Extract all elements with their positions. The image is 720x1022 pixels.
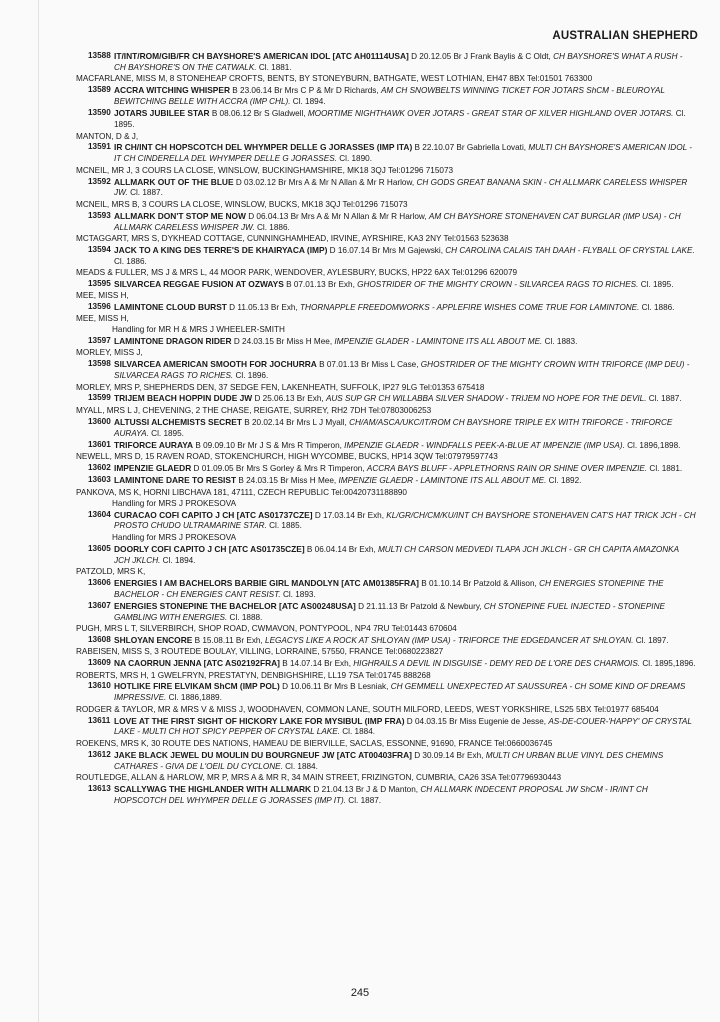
breed-header: AUSTRALIAN SHEPHERD [552, 30, 698, 42]
entry-classes: Cl. 1883. [542, 337, 578, 347]
catalogue-entry [78, 440, 696, 452]
exhibitor-line: MCNEIL, MR J, 3 COURS LA CLOSE, WINSLOW, BUCKINGHAMSHIRE, MK18 3QJ Tel:01296 715073 [76, 165, 454, 175]
pedigree: KL/GR/CH/CM/KU/INT CH BAYSHORE STONEHAVEN CAT'S HAT TRICK JCH - CH PROSTO CHUDO ULTRAMARINE STAR. [114, 510, 696, 531]
exhibitor-line: PUGH, MRS L T, SILVERBIRCH, SHOP ROAD, CWMAVON, PONTYPOOL, NP4 7RU Tel:01443 670604 [76, 624, 457, 634]
dog-name: ACCRA WITCHING WHISPER [114, 85, 231, 96]
entry-number: 13605 [88, 543, 111, 553]
dog-name: NA CAORRUN JENNA [ATC AS02192FRA] [114, 658, 280, 669]
pedigree: MULTI CH CARSON MEDVEDI TLAPA JCH JKLCH - GR CH CAPITA AMAZONKA JCH JKLCH. [114, 544, 679, 565]
page-number: 245 [350, 987, 370, 999]
dog-name: SHLOYAN ENCORE [114, 635, 193, 646]
entry-classes: Cl. 1892. [546, 476, 582, 486]
entry-details: D 10.06.11 Br Mrs B Lesniak, [279, 682, 391, 692]
pedigree: LEGACYS LIKE A ROCK AT SHLOYAN (IMP USA) - TRIFORCE THE EDGEDANCER AT SHLOYAN. [265, 636, 634, 646]
dog-name: TRIJEM BEACH HOPPIN DUDE JW [114, 393, 253, 404]
catalogue-entry [78, 108, 696, 131]
entry-classes: Cl. 1897. [633, 636, 669, 646]
handling-note: Handling for MRS J PROKESOVA [112, 498, 237, 508]
entry-classes: Cl. 1888. [227, 612, 263, 622]
entry-details: B 01.10.14 Br Patzold & Allison, [418, 578, 540, 588]
exhibitor-line: ROUTLEDGE, ALLAN & HARLOW, MR P, MRS A & MR R, 34 MAIN STREET, FRIZINGTON, CUMBRIA, CA26 3SA Tel:07796930443 [76, 772, 562, 782]
entry-number: 13588 [88, 51, 111, 60]
exhibitor-line: PANKOVA, MS K, HORNI LIBCHAVA 181, 47111, CZECH REPUBLIC Tel:00420731188890 [76, 487, 407, 497]
entry-number: 13613 [88, 783, 111, 793]
entry-classes: Cl. 1895. [638, 279, 674, 289]
pedigree: AM CH BAYSHORE STONEHAVEN CAT BURGLAR (IMP USA) - CH ALLMARK CARELESS WHISPER JW. [114, 211, 681, 232]
exhibitor-line: RABEISEN, MISS S, 3 ROUTEDE BOULAY, VILLING, LORRAINE, 57550, FRANCE Tel:0680223827 [76, 647, 444, 657]
binding-gutter-line [38, 0, 39, 1022]
entry-classes: Cl. 1885. [266, 521, 302, 531]
handling-note: Handling for MRS J PROKESOVA [112, 532, 237, 542]
catalogue-entry [78, 681, 696, 704]
entry-details: B 09.09.10 Br Mr J S & Mrs R Timperon, [193, 440, 345, 450]
entry-details: B 14.07.14 Br Exh, [279, 659, 354, 669]
dog-name: JAKE BLACK JEWEL DU MOULIN DU BOURGNEUF JW [ATC AT00403FRA] [114, 749, 412, 760]
entry-details: D 16.07.14 Br Mrs M Gajewski, [327, 245, 446, 255]
pedigree: CH ALLMARK INDECENT PROPOSAL JW ShCM - IR/INT CH HOPSCOTCH DEL WHYMPER DELLE G JORASSES (IMP IT). [114, 784, 648, 805]
exhibitor-line: MEADS & FULLER, MS J & MRS L, 44 MOOR PARK, WENDOVER, AYLESBURY, BUCKS, HP22 6AX Tel:01296 620079 [76, 267, 518, 277]
dog-name: SCALLYWAG THE HIGHLANDER WITH ALLMARK [114, 783, 312, 794]
entry-classes: Cl. 1887. [346, 795, 382, 805]
dog-name: ALTUSSI ALCHEMISTS SECRET [114, 416, 242, 427]
pedigree: MULTI CH BAYSHORE'S AMERICAN IDOL - IT CH CINDERELLA DEL WHYMPER DELLE G JORASSES. [114, 143, 692, 164]
pedigree: CH BAYSHORE'S WHAT A RUSH - CH BAYSHORE'S ON THE CATWALK. [114, 52, 683, 72]
dog-name: IT/INT/ROM/GIB/FR CH BAYSHORE'S AMERICAN IDOL [ATC AH01114USA] [114, 51, 409, 61]
catalogue-entry [78, 85, 696, 108]
pedigree: AUS SUP GR CH WILLABBA SILVER SHADOW - TRIJEM NO HOPE FOR THE DEVIL. [325, 394, 647, 404]
entry-classes: Cl. 1896,1898. [624, 440, 681, 450]
catalogue-entry [78, 417, 696, 440]
entry-details: B 22.10.07 Br Gabriella Lovati, [412, 143, 529, 153]
entry-classes: Cl. 1886. [114, 256, 147, 266]
entry-classes: Cl. 1886. [254, 222, 290, 232]
dog-name: DOORLY COFI CAPITO J CH [ATC AS01735CZE] [114, 543, 305, 554]
dog-name: ALLMARK DON'T STOP ME NOW [114, 210, 246, 221]
entry-classes: Cl. 1895. [148, 428, 184, 438]
dog-name: LAMINTONE DARE TO RESIST [114, 475, 237, 486]
entry-number: 13612 [88, 749, 111, 759]
entry-classes: Cl. 1896. [233, 371, 269, 381]
catalogue-entry [78, 336, 696, 348]
entry-details: B 20.02.14 Br Mrs L J Myall, [241, 417, 350, 427]
entry-number: 13611 [88, 715, 111, 725]
entry-number: 13594 [88, 244, 111, 254]
catalogue-entry [78, 716, 696, 739]
dog-name: IMPENZIE GLAEDR [114, 463, 192, 474]
entry-number: 13610 [88, 681, 111, 691]
dog-name: ALLMARK OUT OF THE BLUE [114, 176, 234, 187]
pedigree: HIGHRAILS A DEVIL IN DISGUISE - DEMY RED DE L'ORE DES CHARMOIS. [353, 659, 641, 669]
entry-details: D 30.09.14 Br Exh, [411, 750, 486, 760]
entry-number: 13601 [88, 439, 111, 449]
entry-details: D 04.03.15 Br Miss Eugenie de Jesse, [404, 716, 549, 726]
pedigree: IMPENZIE GLAEDR - WINDFALLS PEEK-A-BLUE AT IMPENZIE (IMP USA). [344, 440, 625, 450]
catalogue-entry [78, 578, 696, 601]
exhibitor-line: MYALL, MRS L J, CHEVENING, 2 THE CHASE, REIGATE, SURREY, RH2 7DH Tel:07803006253 [76, 405, 432, 415]
dog-name: HOTLIKE FIRE ELVIKAM ShCM (IMP POL) [114, 681, 280, 692]
entry-number: 13599 [88, 393, 111, 403]
entries-list [78, 51, 696, 807]
entry-classes: Cl. 1895,1896. [640, 659, 696, 669]
exhibitor-line: MORLEY, MRS P, SHEPHERDS DEN, 37 SEDGE FEN, LAKENHEATH, SUFFOLK, IP27 9LG Tel:01353 675418 [76, 382, 485, 392]
entry-number: 13597 [88, 336, 111, 346]
catalogue-entry [78, 475, 696, 487]
entry-classes: Cl. 1893. [280, 589, 316, 599]
pedigree: AS-DE-COUER-'HAPPY' OF CRYSTAL LAKE - MULTI CH HOT SPICY PEPPER OF CRYSTAL LAKE. [114, 716, 692, 737]
entry-number: 13602 [88, 463, 111, 473]
entry-number: 13590 [88, 108, 111, 118]
entry-details: D 25.06.13 Br Exh, [252, 394, 326, 404]
catalogue-entry [78, 211, 696, 234]
entry-classes: Cl. 1884. [282, 761, 318, 771]
catalogue-entry [78, 51, 696, 74]
pedigree: IMPENZIE GLAEDR - LAMINTONE ITS ALL ABOUT ME. [338, 476, 547, 486]
entry-classes: Cl. 1881. [647, 464, 683, 474]
pedigree: CH ENERGIES STONEPINE THE BACHELOR - CH ENERGIES CANT RESIST. [114, 578, 664, 599]
entry-classes: Cl. 1887. [127, 188, 163, 198]
pedigree: THORNAPPLE FREEDOMWORKS - APPLEFIRE WISHES COME TRUE FOR LAMINTONE. [300, 303, 640, 313]
entry-number: 13591 [88, 142, 111, 152]
catalogue-entry [78, 750, 696, 773]
exhibitor-line: ROBERTS, MRS H, 1 GWELFRYN, PRESTATYN, DENBIGHSHIRE, LL19 7SA Tel:01745 888268 [76, 670, 431, 680]
pedigree: MULTI CH URBAN BLUE VINYL DES CHEMINS CATHARES - GIVA DE L'OEIL DU CYCLONE. [114, 750, 664, 771]
entry-details: B 07.01.13 Br Miss L Case, [316, 360, 421, 370]
catalogue-entry [78, 463, 696, 475]
entry-details: D 01.09.05 Br Mrs S Gorley & Mrs R Timperon, [191, 464, 367, 474]
entry-details: D 03.02.12 Br Mrs A & Mr N Allan & Mr R Harlow, [233, 177, 417, 187]
dog-name: ENERGIES STONEPINE THE BACHELOR [ATC AS00248USA] [114, 600, 356, 611]
entry-number: 13603 [88, 475, 111, 485]
entry-details: D 21.11.13 Br Patzold & Newbury, [355, 601, 484, 611]
pedigree: CH GEMMELL UNEXPECTED AT SAUSSUREA - CH SOME KIND OF DREAMS IMPRESSIVE. [114, 682, 686, 703]
pedigree: AM CH SNOWBELTS WINNING TICKET FOR JOTARS ShCM - BLEUROYAL BEWITCHING BELLE WITH ACCRA (IMP CHL). [114, 86, 665, 107]
pedigree: GHOSTRIDER OF THE MIGHTY CROWN WITH TRIFORCE (IMP DEU) - SILVARCEA RAGS TO RICHES. [114, 360, 690, 381]
pedigree: CH/AM/ASCA/UKC/IT/ROM CH BAYSHORE TRIPLE EX WITH TRIFORCE - TRIFORCE AURAYA. [114, 417, 673, 438]
exhibitor-line: ROEKENS, MRS K, 30 ROUTE DES NATIONS, HAMEAU DE BIERVILLE, SACLAS, ESSONNE, 91690, FRANCE Tel:0660036745 [76, 738, 553, 748]
entry-details: D 20.12.05 Br J Frank Baylis & C Oldt, [408, 52, 554, 61]
entry-classes: Cl. 1890. [336, 154, 372, 164]
entry-number: 13596 [88, 302, 111, 312]
entry-number: 13592 [88, 176, 111, 186]
pedigree: CH STONEPINE FUEL INJECTED - STONEPINE GAMBLING WITH ENERGIES. [114, 601, 665, 622]
catalogue-entry [78, 510, 696, 533]
dog-name: CURACAO COFI CAPITO J CH [ATC AS01737CZE] [114, 509, 313, 520]
entry-details: D 17.03.14 Br Exh, [312, 510, 387, 520]
entry-details: D 24.03.15 Br Miss H Mee, [231, 337, 335, 347]
entry-classes: Cl. 1884. [339, 727, 376, 737]
entry-number: 13609 [88, 658, 111, 668]
catalogue-entry [78, 177, 696, 200]
entry-number: 13600 [88, 416, 111, 426]
dog-name: LOVE AT THE FIRST SIGHT OF HICKORY LAKE FOR MYSIBUL (IMP FRA) [114, 715, 405, 726]
entry-details: D 21.04.13 Br J & D Manton, [311, 784, 421, 794]
entry-details: B 15.08.11 Br Exh, [192, 636, 266, 646]
exhibitor-line: MACFARLANE, MISS M, 8 STONEHEAP CROFTS, BENTS, BY STONEYBURN, BATHGATE, WEST LOTHIAN, EH47 8BX Tel:01501 763300 [76, 74, 593, 84]
entry-classes: Cl. 1894. [290, 97, 326, 107]
entry-number: 13607 [88, 600, 111, 610]
exhibitor-line: MCTAGGART, MRS S, DYKHEAD COTTAGE, CUNNINGHAMHEAD, IRVINE, AYRSHIRE, KA3 2NY Tel:01563 523638 [76, 233, 509, 243]
dog-name: SILVARCEA REGGAE FUSION AT OZWAYS [114, 278, 284, 289]
entry-details: B 07.01.13 Br Exh, [283, 279, 358, 289]
entry-details: B 24.03.15 Br Miss H Mee, [236, 476, 339, 486]
entry-number: 13595 [88, 278, 111, 288]
exhibitor-line: RODGER & TAYLOR, MR & MRS V & MISS J, WOODHAVEN, COMMON LANE, SOUTH MILFORD, LEEDS, WEST YORKSHIRE, LS25 5BX Tel:01977 685404 [76, 704, 659, 714]
pedigree: ACCRA BAYS BLUFF - APPLETHORNS RAIN OR SHINE OVER IMPENZIE. [366, 464, 648, 474]
pedigree: CH CAROLINA CALAIS TAH DAAH - FLYBALL OF CRYSTAL LAKE. [445, 245, 695, 255]
pedigree: IMPENZIE GLADER - LAMINTONE ITS ALL ABOUT ME. [334, 337, 543, 347]
entry-classes: Cl. 1886,1889. [166, 693, 222, 703]
entry-number: 13593 [88, 210, 111, 220]
catalogue-entry [78, 658, 696, 670]
catalogue-entry [78, 784, 696, 807]
pedigree: GHOSTRIDER OF THE MIGHTY CROWN - SILVARCEA RAGS TO RICHES. [357, 279, 639, 289]
exhibitor-line: MORLEY, MISS J, [76, 348, 143, 358]
exhibitor-line: MANTON, D & J, [76, 131, 139, 141]
entry-details: D 11.05.13 Br Exh, [226, 303, 301, 313]
exhibitor-line: NEWELL, MRS D, 15 RAVEN ROAD, STOKENCHURCH, HIGH WYCOMBE, BUCKS, HP14 3QW Tel:07979597743 [76, 452, 498, 462]
entry-number: 13604 [88, 509, 111, 519]
catalogue-entry [78, 359, 696, 382]
dog-name: JOTARS JUBILEE STAR [114, 108, 210, 119]
entry-details: D 06.04.13 Br Mrs A & Mr N Allan & Mr R Harlow, [245, 211, 429, 221]
entry-classes: Cl. 1895. [114, 109, 686, 130]
entry-number: 13606 [88, 577, 111, 587]
catalogue-entry [78, 544, 696, 567]
handling-note: Handling for MR H & MRS J WHEELER-SMITH [112, 325, 285, 335]
entry-classes: Cl. 1881. [256, 62, 292, 72]
entry-details: B 23.06.14 Br Mrs C P & Mr D Richards, [230, 86, 381, 96]
pedigree: MOORTIME NIGHTHAWK OVER JOTARS - GREAT STAR OF XILVER HIGHLAND OVER JOTARS. [307, 109, 674, 119]
catalogue-entry [78, 279, 696, 291]
entry-number: 13598 [88, 359, 111, 369]
entry-number: 13608 [88, 635, 111, 645]
dog-name: LAMINTONE DRAGON RIDER [114, 336, 232, 347]
dog-name: SILVARCEA AMERICAN SMOOTH FOR JOCHURRA [114, 359, 317, 370]
exhibitor-line: MCNEIL, MRS B, 3 COURS LA CLOSE, WINSLOW, BUCKS, MK18 3QJ Tel:01296 715073 [76, 199, 408, 209]
catalogue-entry [78, 393, 696, 405]
catalogue-entry [78, 142, 696, 165]
pedigree: CH GODS GREAT BANANA SKIN - CH ALLMARK CARELESS WHISPER JW. [114, 177, 688, 198]
catalogue-entry [78, 245, 696, 268]
dog-name: LAMINTONE CLOUD BURST [114, 302, 227, 313]
entry-classes: Cl. 1894. [160, 555, 196, 565]
entry-classes: Cl. 1886. [639, 303, 675, 313]
entry-details: B 06.04.14 Br Exh, [304, 544, 378, 554]
entry-classes: Cl. 1887. [646, 394, 682, 404]
entry-details: B 08.06.12 Br S Gladwell, [209, 109, 308, 119]
exhibitor-line: MEE, MISS H, [76, 291, 129, 301]
dog-name: TRIFORCE AURAYA [114, 439, 194, 450]
entry-number: 13589 [88, 85, 111, 95]
catalogue-entry [78, 601, 696, 624]
catalogue-entry [78, 302, 696, 314]
dog-name: ENERGIES I AM BACHELORS BARBIE GIRL MANDOLYN [ATC AM01385FRA] [114, 577, 419, 588]
exhibitor-line: MEE, MISS H, [76, 314, 129, 324]
catalogue-entry [78, 635, 696, 647]
dog-name: JACK TO A KING DES TERRE'S DE KHAIRYACA (IMP) [114, 244, 328, 255]
dog-name: IR CH/INT CH HOPSCOTCH DEL WHYMPER DELLE G JORASSES (IMP ITA) [114, 142, 413, 153]
exhibitor-line: PATZOLD, MRS K, [76, 566, 146, 576]
